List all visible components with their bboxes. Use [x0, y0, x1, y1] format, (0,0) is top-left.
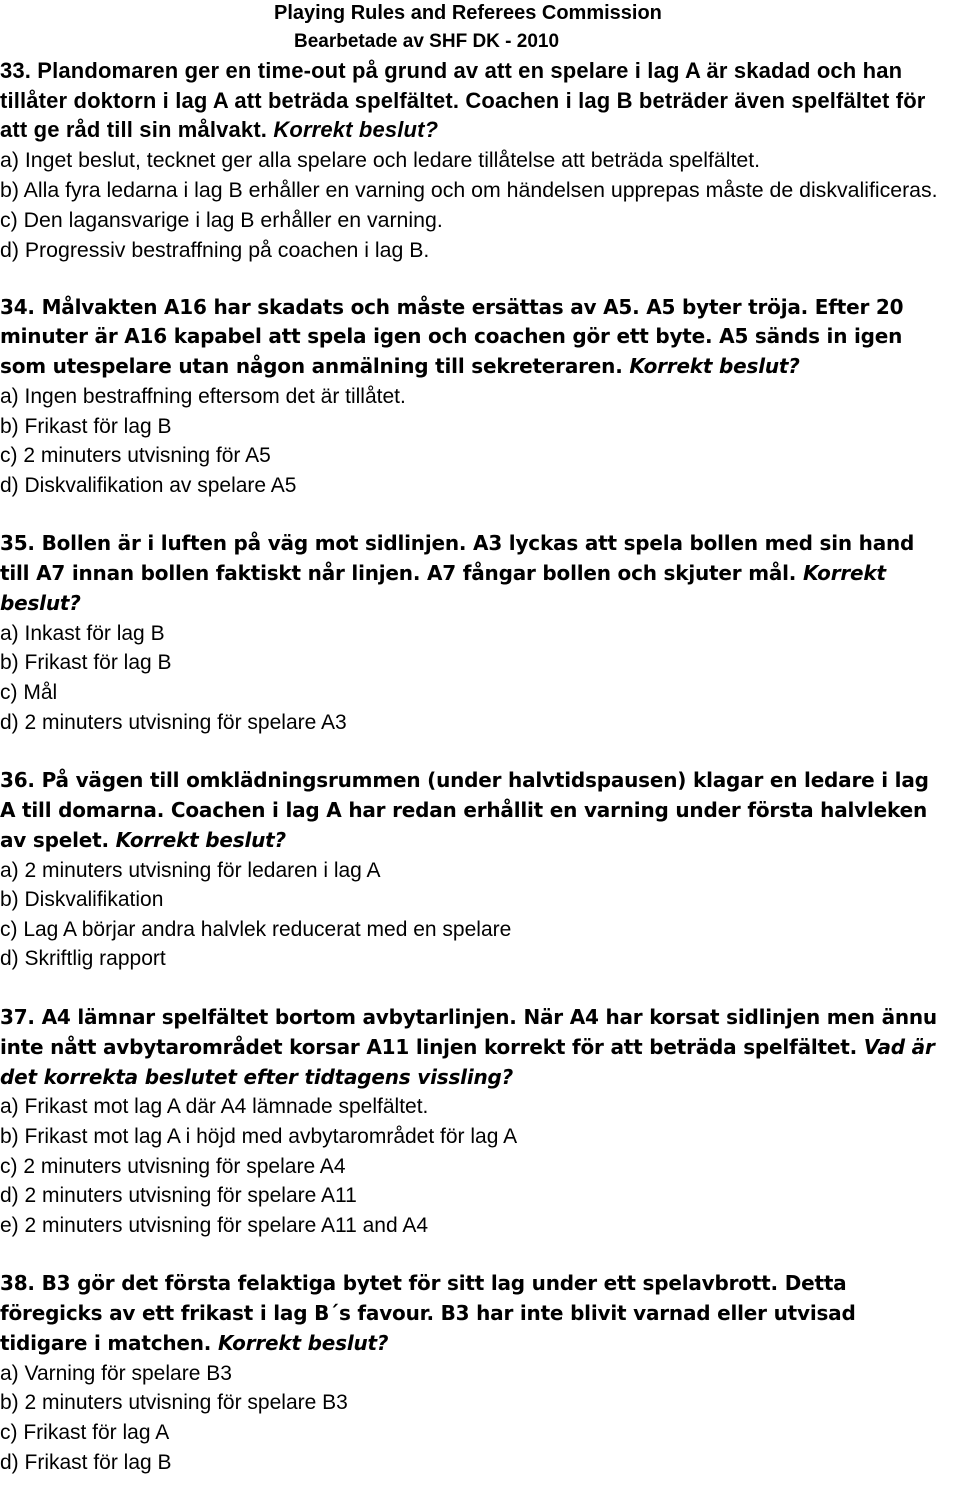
answer-option: b) Alla fyra ledarna i lag B erhåller en varning och om händelsen upprepas måste de diskvalificeras.: [0, 177, 938, 202]
question-ask: Korrekt beslut?: [273, 117, 439, 142]
answer-option: a) Frikast mot lag A där A4 lämnade spelfältet.: [0, 1095, 429, 1119]
header-subtitle: Bearbetade av SHF DK - 2010: [294, 31, 560, 52]
answer-option: d) Frikast för lag B: [0, 1450, 172, 1474]
question-statement: 34. Målvakten A16 har skadats och måste ersättas av A5. A5 byter tröja. Efter 20 minuter är A16 kapabel att spela igen och coachen gör ett byte. A5 sänds in igen som utespelare utan någon anmälning till sekreteraren.: [0, 294, 904, 379]
question-statement: 38. B3 gör det första felaktiga bytet för sitt lag under ett spelavbrott. Detta föregicks av ett frikast i lag B´s favour. B3 har inte blivit varnad eller utvisad tidigare i matchen.: [0, 1271, 856, 1355]
question-statement: 35. Bollen är i luften på väg mot sidlinjen. A3 lyckas att spela bollen med sin hand till A7 innan bollen faktiskt når linjen. A7 fångar bollen och skjuter mål.: [0, 531, 915, 586]
answer-option: b) Diskvalifikation: [0, 888, 164, 912]
question-text: [0, 1003, 945, 1092]
spacer: [0, 737, 950, 766]
answer-option: b) 2 minuters utvisning för spelare B3: [0, 1391, 348, 1415]
answer-option: d) Progressiv bestraffning på coachen i lag B.: [0, 238, 430, 263]
question-38: [0, 1269, 950, 1477]
header-title: Playing Rules and Referees Commission: [274, 2, 662, 24]
answer-option: d) Diskvalifikation av spelare A5: [0, 473, 297, 497]
question-statement: 37. A4 lämnar spelfältet bortom avbytarlinjen. När A4 har korsat sidlinjen men ännu inte nått avbytarområdet korsar A11 linjen korrekt för att beträda spelfältet.: [0, 1004, 937, 1059]
question-34: [0, 293, 950, 501]
question-ask: Korrekt beslut?: [115, 827, 286, 852]
answer-option: d) 2 minuters utvisning för spelare A11: [0, 1184, 357, 1208]
question-37: [0, 1003, 950, 1240]
answer-option: a) Inget beslut, tecknet ger alla spelare och ledare tillåtelse att beträda spelfältet.: [0, 147, 761, 172]
question-text: [0, 293, 945, 382]
answer-option: b) Frikast för lag B: [0, 414, 172, 438]
answer-option: c) Frikast för lag A: [0, 1420, 170, 1444]
answer-option: c) Mål: [0, 681, 58, 705]
answer-option: b) Frikast mot lag A i höjd med avbytarområdet för lag A: [0, 1124, 518, 1148]
document-body: [0, 56, 950, 1477]
question-35: [0, 529, 950, 737]
question-statement: 33. Plandomaren ger en time-out på grund av att en spelare i lag A är skadad och han tillåter doktorn i lag A att beträda spelfältet. Coachen i lag B beträder även spelfältet för att ge råd till sin målvakt.: [0, 58, 926, 142]
spacer: [0, 266, 950, 293]
answer-options: [0, 145, 950, 266]
question-ask: Korrekt beslut?: [629, 354, 800, 379]
question-text: [0, 766, 945, 855]
question-text: [0, 1269, 945, 1358]
answer-options: [0, 382, 950, 500]
question-ask: Korrekt beslut?: [0, 561, 886, 616]
answer-options: [0, 619, 950, 737]
spacer: [0, 1240, 950, 1269]
answer-options: [0, 856, 950, 974]
answer-option: c) 2 minuters utvisning för A5: [0, 444, 271, 468]
question-ask: Korrekt beslut?: [217, 1330, 389, 1355]
answer-option: a) 2 minuters utvisning för ledaren i lag A: [0, 858, 381, 882]
question-36: [0, 766, 950, 974]
answer-option: a) Ingen bestraffning eftersom det är tillåtet.: [0, 385, 406, 409]
answer-option: d) Skriftlig rapport: [0, 947, 166, 971]
spacer: [0, 500, 950, 529]
spacer: [0, 974, 950, 1003]
answer-option: c) 2 minuters utvisning för spelare A4: [0, 1154, 346, 1178]
answer-options: [0, 1092, 950, 1240]
answer-options: [0, 1359, 950, 1477]
answer-option: c) Lag A börjar andra halvlek reducerat med en spelare: [0, 917, 512, 941]
question-statement: 36. På vägen till omklädningsrummen (under halvtidspausen) klagar en ledare i lag A till domarna. Coachen i lag A har redan erhållit en varning under första halvleken av spelet.: [0, 768, 929, 852]
question-text: [0, 529, 945, 618]
question-text: [0, 56, 945, 145]
answer-option: b) Frikast för lag B: [0, 651, 172, 675]
answer-option: c) Den lagansvarige i lag B erhåller en varning.: [0, 208, 443, 233]
answer-option: e) 2 minuters utvisning för spelare A11 and A4: [0, 1213, 429, 1237]
answer-option: a) Varning för spelare B3: [0, 1361, 232, 1385]
question-ask: Vad är det korrekta beslutet efter tidtagens vissling?: [0, 1034, 935, 1089]
question-33: [0, 56, 950, 266]
answer-option: d) 2 minuters utvisning för spelare A3: [0, 710, 347, 734]
answer-option: a) Inkast för lag B: [0, 621, 165, 645]
